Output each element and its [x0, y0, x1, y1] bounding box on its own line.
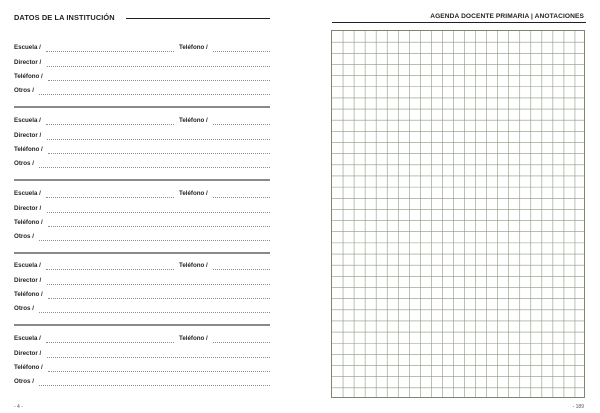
director-label: Director / — [14, 58, 42, 66]
director-row — [14, 350, 270, 360]
otros-row — [14, 305, 270, 315]
otros-row — [14, 233, 270, 243]
escuela-label: Escuela / — [14, 335, 41, 342]
director-field[interactable] — [47, 212, 270, 213]
right-page — [300, 0, 600, 413]
telefono-row — [14, 291, 270, 301]
escuela-row — [14, 262, 270, 272]
telefono-field[interactable] — [48, 153, 270, 154]
otros-label: Otros / — [14, 87, 34, 94]
escuela-label: Escuela / — [14, 262, 41, 269]
director-row — [14, 132, 270, 142]
block-separator — [14, 324, 270, 326]
telefono-label: Teléfono / — [14, 73, 43, 80]
telefono-row — [14, 364, 270, 374]
telefono-field[interactable] — [48, 80, 270, 81]
director-label: Director / — [14, 131, 42, 139]
escuela-row — [14, 117, 270, 127]
telefono-field[interactable] — [48, 226, 270, 227]
telefono-label: Teléfono / — [179, 262, 208, 269]
grid-lines — [332, 31, 585, 398]
escuela-field[interactable] — [46, 197, 174, 198]
otros-label: Otros / — [14, 378, 34, 385]
escuela-field[interactable] — [46, 342, 174, 343]
telefono-field[interactable] — [213, 269, 270, 270]
telefono-field[interactable] — [48, 298, 270, 299]
page-header-title: AGENDA DOCENTE PRIMARIA | ANOTACIONES — [430, 13, 584, 20]
telefono-label: Teléfono / — [179, 335, 208, 342]
director-row — [14, 205, 270, 215]
director-label: Director / — [14, 204, 42, 212]
otros-field[interactable] — [39, 385, 270, 386]
telefono-label: Teléfono / — [14, 219, 43, 226]
escuela-label: Escuela / — [14, 44, 41, 51]
telefono-label: Teléfono / — [14, 291, 43, 298]
director-row — [14, 59, 270, 69]
left-header — [14, 13, 270, 25]
right-header — [332, 13, 586, 25]
notes-grid — [331, 30, 585, 398]
title-rule — [126, 18, 270, 19]
telefono-label: Teléfono / — [179, 190, 208, 197]
otros-field[interactable] — [39, 312, 270, 313]
telefono-label: Teléfono / — [179, 44, 208, 51]
otros-row — [14, 378, 270, 388]
telefono-row — [14, 146, 270, 156]
telefono-field[interactable] — [213, 124, 270, 125]
page-number-left: - 4 - — [14, 404, 23, 410]
telefono-label: Teléfono / — [14, 146, 43, 153]
otros-field[interactable] — [39, 240, 270, 241]
telefono-field[interactable] — [213, 342, 270, 343]
otros-label: Otros / — [14, 233, 34, 240]
telefono-field[interactable] — [213, 51, 270, 52]
escuela-row — [14, 44, 270, 54]
block-separator — [14, 106, 270, 108]
otros-field[interactable] — [39, 94, 270, 95]
escuela-field[interactable] — [46, 51, 174, 52]
telefono-field[interactable] — [213, 197, 270, 198]
telefono-label: Teléfono / — [14, 364, 43, 371]
director-field[interactable] — [47, 139, 270, 140]
escuela-label: Escuela / — [14, 190, 41, 197]
section-title: DATOS DE LA INSTITUCIÓN — [14, 13, 115, 22]
director-label: Director / — [14, 276, 42, 284]
escuela-label: Escuela / — [14, 117, 41, 124]
header-rule — [332, 22, 586, 23]
telefono-row — [14, 219, 270, 229]
director-field[interactable] — [47, 357, 270, 358]
otros-row — [14, 87, 270, 97]
director-row — [14, 277, 270, 287]
director-field[interactable] — [47, 284, 270, 285]
otros-row — [14, 160, 270, 170]
telefono-label: Teléfono / — [179, 117, 208, 124]
escuela-row — [14, 190, 270, 200]
otros-label: Otros / — [14, 160, 34, 167]
escuela-row — [14, 335, 270, 345]
block-separator — [14, 179, 270, 181]
telefono-row — [14, 73, 270, 83]
director-field[interactable] — [47, 66, 270, 67]
page-number-right: - 189 — [572, 404, 584, 410]
otros-label: Otros / — [14, 305, 34, 312]
otros-field[interactable] — [39, 167, 270, 168]
director-label: Director / — [14, 349, 42, 357]
block-separator — [14, 252, 270, 254]
escuela-field[interactable] — [46, 124, 174, 125]
escuela-field[interactable] — [46, 269, 174, 270]
telefono-field[interactable] — [48, 371, 270, 372]
